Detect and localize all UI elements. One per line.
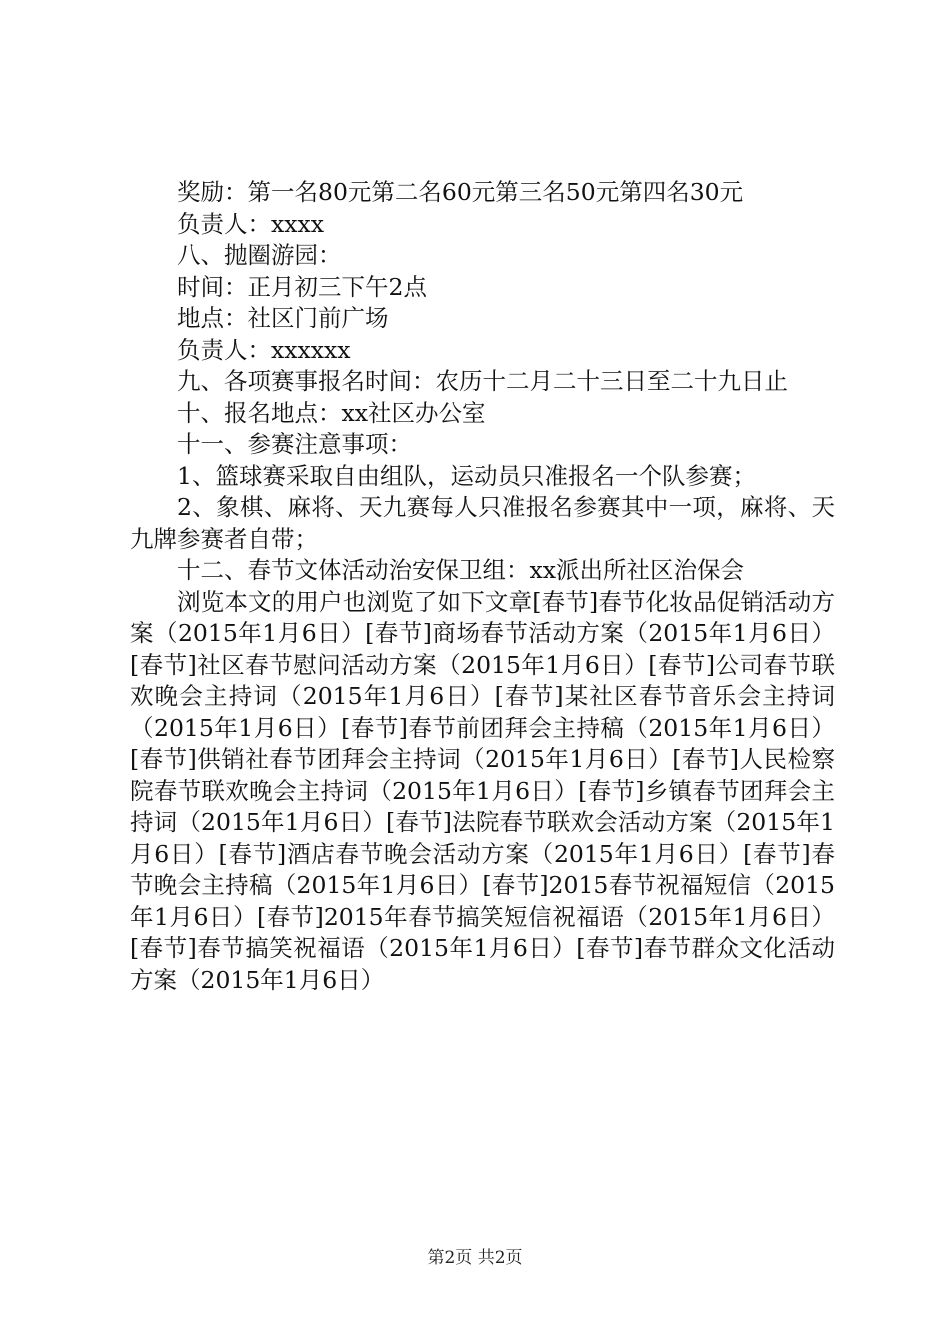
responsible-person-line: 负责人：xxxxxx [177,335,351,364]
note-item-1: 1、篮球赛采取自由组队，运动员只准报名一个队参赛； [177,461,756,490]
award-line: 奖励：第一名80元第二名60元第三名50元第四名30元 [177,178,744,206]
section-registration-time: 九、各项赛事报名时间：农历十二月二十三日至二十九日止 [177,367,788,395]
page-footer: 第2页 共2页 [427,1248,523,1268]
section-security-group: 十二、春节文体活动治安保卫组：xx派出所社区治保会 [177,556,745,584]
responsible-person-line: 负责人：xxxx [177,209,325,238]
section-registration-place: 十、报名地点：xx社区办公室 [177,398,486,427]
time-line: 时间：正月初三下午2点 [177,272,427,301]
section-heading-ring-toss: 八、抛圈游园： [177,241,342,269]
document-body [130,177,835,996]
note-item-2: 2、象棋、麻将、天九赛每人只准报名参赛其中一项，麻将、天九牌参赛者自带； [130,493,835,553]
section-notes-heading: 十一、参赛注意事项： [177,430,412,458]
related-articles-paragraph: 浏览本文的用户也浏览了如下文章[春节]春节化妆品促销活动方案（2015年1月6日）[春节]商场春节活动方案（2015年1月6日）[春节]社区春节慰问活动方案（2015年1月6日）[春节]公司春节联欢晚会主持词（2015年1月6日）[春节]某社区春节音乐会主持词（2015年1月6日）[春节]春节前团拜会主持稿（2015年1月6日）[春节]供销社春节团拜会主持词（2015年1月6日）[春节]人民检察院春节联欢晚会主持词（2015年1月6日）[春节]乡镇春节团拜会主持词（2015年1月6日）[春节]法院春节联欢会活动方案（2015年1月6日）[春节]酒店春节晚会活动方案（2015年1月6日）[春节]春节晚会主持稿（2015年1月6日）[春节]2015春节祝福短信（2015年1月6日）[春节]2015年春节搞笑短信祝福语（2015年1月6日）[春节]春节搞笑祝福语（2015年1月6日）[春节]春节群众文化活动方案（2015年1月6日） [130,587,835,994]
location-line: 地点：社区门前广场 [177,304,389,332]
